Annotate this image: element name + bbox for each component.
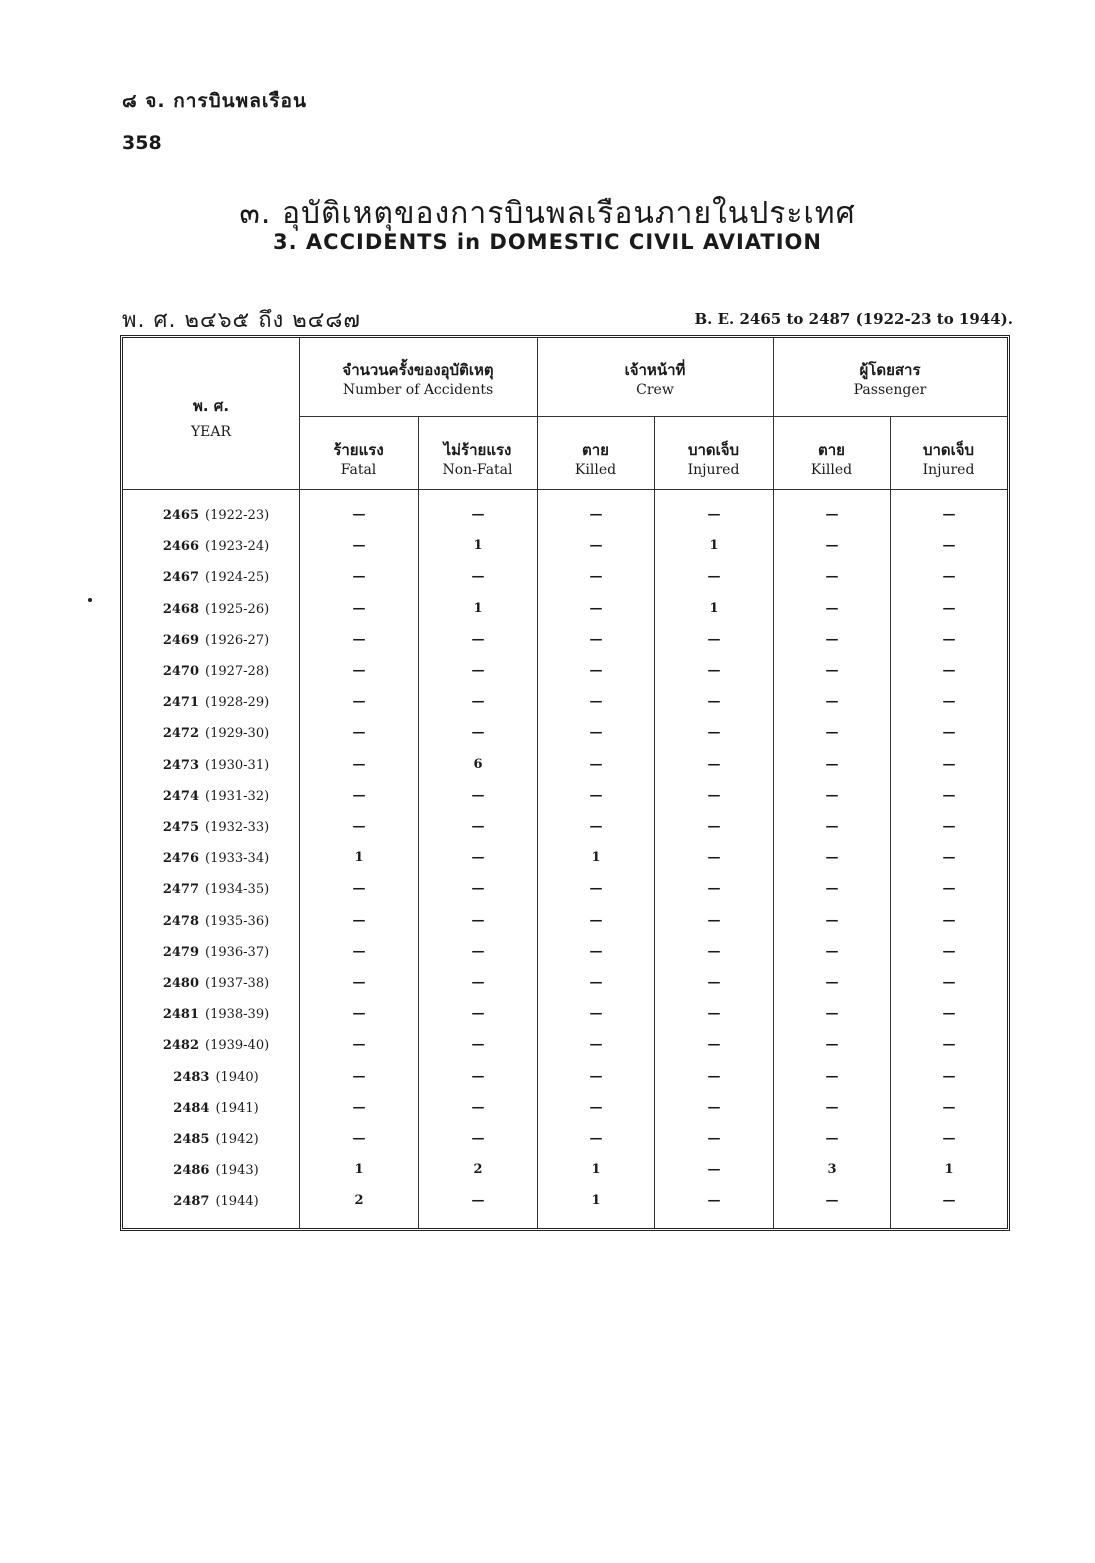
value-cell: — — [471, 975, 485, 990]
year-ce: (1934-35) — [205, 882, 270, 898]
section-header: ๘ จ. การบินพลเรือน — [122, 90, 307, 112]
year-ce: (1939-40) — [205, 1038, 270, 1054]
value-cell: — — [589, 1037, 603, 1053]
table-row — [123, 844, 1007, 875]
table-row — [123, 1187, 1007, 1218]
value-cell: — — [352, 600, 366, 616]
value-cell: — — [352, 1099, 366, 1115]
year-ce: (1941) — [215, 1100, 259, 1116]
year-cell — [133, 820, 299, 835]
period-thai: พ. ศ. ๒๔๖๕ ถึง ๒๔๘๗ — [122, 308, 361, 333]
value-cell: — — [942, 1099, 956, 1115]
value-cell: — — [471, 912, 485, 928]
value-cell: — — [707, 1162, 721, 1178]
value-cell: — — [825, 569, 839, 585]
year-ce: (1938-39) — [205, 1007, 270, 1023]
value-cell: — — [471, 1006, 485, 1022]
year-be: 2482 — [162, 1038, 199, 1054]
subheader-thai: ตาย — [818, 441, 845, 459]
year-be: 2469 — [162, 632, 199, 648]
value-cell: — — [707, 507, 721, 522]
value-cell: — — [352, 787, 366, 803]
value-cell: — — [942, 1131, 956, 1146]
subheader-crew-killed — [537, 438, 654, 478]
value-cell: — — [589, 694, 603, 710]
value-cell: — — [352, 569, 366, 585]
value-cell: — — [471, 631, 485, 647]
value-cell: — — [352, 912, 366, 928]
value-cell: — — [471, 1131, 485, 1146]
value-cell: — — [825, 663, 839, 678]
value-cell: — — [471, 694, 485, 710]
value-cell: — — [352, 819, 366, 834]
value-cell: — — [825, 1006, 839, 1022]
value-cell: — — [589, 975, 603, 990]
year-be: 2484 — [173, 1100, 210, 1116]
passenger-header — [773, 358, 1007, 398]
year-ce: (1923-24) — [205, 539, 270, 555]
value-cell: — — [471, 943, 485, 959]
value-cell: — — [825, 1068, 839, 1084]
subheader-english: Injured — [687, 462, 740, 478]
value-cell: — — [589, 631, 603, 647]
value-cell: — — [589, 787, 603, 803]
value-cell: — — [942, 819, 956, 834]
value-cell: — — [707, 1193, 721, 1209]
value-cell: — — [707, 1131, 721, 1146]
stray-dot — [88, 598, 92, 602]
subheader-thai: ร้ายแรง — [333, 441, 384, 459]
year-be: 2478 — [162, 913, 199, 929]
year-be: 2466 — [162, 539, 199, 555]
value-cell: 1 — [709, 600, 719, 616]
year-cell — [133, 914, 299, 929]
year-ce: (1928-29) — [205, 695, 270, 711]
value-cell: — — [471, 787, 485, 803]
value-cell: — — [352, 756, 366, 772]
value-cell: — — [707, 912, 721, 928]
value-cell: — — [352, 663, 366, 678]
subheader-thai: ตาย — [582, 441, 609, 459]
value-cell: — — [471, 1037, 485, 1053]
value-cell: — — [589, 569, 603, 585]
year-ce: (1933-34) — [205, 851, 270, 867]
value-cell: — — [707, 1068, 721, 1084]
value-cell: — — [942, 600, 956, 616]
accidents-header — [299, 358, 537, 398]
year-cell — [133, 1132, 299, 1147]
value-cell: — — [707, 850, 721, 866]
value-cell: — — [942, 850, 956, 866]
year-cell — [133, 851, 299, 866]
value-cell: — — [589, 912, 603, 928]
year-header — [123, 394, 299, 440]
year-be: 2487 — [173, 1194, 210, 1210]
value-cell: 2 — [473, 1162, 483, 1178]
subheader-english: Killed — [574, 462, 617, 478]
table-row — [123, 1000, 1007, 1031]
year-be: 2473 — [162, 757, 199, 773]
value-cell: — — [471, 725, 485, 741]
value-cell: — — [825, 881, 839, 897]
year-be: 2480 — [162, 976, 199, 991]
value-cell: — — [825, 943, 839, 959]
value-cell: — — [352, 943, 366, 959]
value-cell: — — [942, 725, 956, 741]
value-cell: 1 — [354, 850, 364, 866]
subheader-thai: ไม่ร้ายแรง — [443, 441, 512, 459]
year-cell — [133, 695, 299, 710]
page-number: 358 — [122, 132, 162, 154]
value-cell: — — [589, 1068, 603, 1084]
value-cell: 1 — [354, 1162, 364, 1178]
value-cell: — — [352, 631, 366, 647]
subheader-thai: บาดเจ็บ — [922, 441, 975, 459]
value-cell: — — [825, 756, 839, 772]
year-header-english: YEAR — [190, 424, 232, 440]
year-ce: (1942) — [215, 1132, 259, 1147]
header-divider — [299, 416, 1007, 417]
value-cell: — — [825, 600, 839, 616]
accidents-header-english: Number of Accidents — [342, 382, 494, 398]
year-cell — [133, 758, 299, 773]
value-cell: — — [471, 881, 485, 897]
year-ce: (1929-30) — [205, 726, 270, 742]
year-be: 2475 — [162, 820, 199, 835]
subheader-english: Injured — [922, 462, 975, 478]
header-bottom-rule — [123, 489, 1007, 490]
subheader-english: Fatal — [340, 462, 377, 478]
value-cell: — — [707, 663, 721, 678]
table-row — [123, 875, 1007, 906]
table-row — [123, 719, 1007, 750]
value-cell: — — [825, 819, 839, 834]
table-row — [123, 813, 1007, 844]
value-cell: — — [471, 663, 485, 678]
year-be: 2467 — [162, 570, 199, 586]
subheader-non-fatal — [418, 438, 537, 478]
subheader-fatal — [299, 438, 418, 478]
year-be: 2483 — [173, 1069, 210, 1085]
value-cell: — — [825, 1193, 839, 1209]
value-cell: — — [471, 1068, 485, 1084]
year-ce: (1937-38) — [205, 976, 270, 991]
value-cell: — — [589, 1099, 603, 1115]
value-cell: — — [825, 631, 839, 647]
year-be: 2476 — [162, 851, 199, 867]
table-row — [123, 907, 1007, 938]
value-cell: — — [589, 538, 603, 554]
value-cell: — — [471, 1099, 485, 1115]
year-be: 2468 — [162, 601, 199, 617]
value-cell: — — [825, 1037, 839, 1053]
value-cell: — — [942, 631, 956, 647]
year-ce: (1932-33) — [205, 820, 270, 835]
value-cell: — — [825, 538, 839, 554]
year-be: 2471 — [162, 695, 199, 711]
year-cell — [133, 570, 299, 585]
year-cell — [133, 945, 299, 960]
year-be: 2470 — [162, 664, 199, 679]
crew-header-english: Crew — [636, 382, 674, 398]
table-row — [123, 938, 1007, 969]
table-row — [123, 1094, 1007, 1125]
value-cell: — — [352, 881, 366, 897]
value-cell: — — [707, 631, 721, 647]
accidents-table — [120, 335, 1010, 1231]
value-cell: 3 — [827, 1162, 837, 1178]
value-cell: — — [707, 975, 721, 990]
value-cell: — — [707, 1006, 721, 1022]
year-header-thai: พ. ศ. — [192, 397, 230, 415]
table-row — [123, 782, 1007, 813]
value-cell: — — [825, 850, 839, 866]
year-cell — [133, 664, 299, 679]
year-cell — [133, 882, 299, 897]
table-row — [123, 657, 1007, 688]
table-row — [123, 595, 1007, 626]
value-cell: — — [352, 1006, 366, 1022]
value-cell: — — [942, 663, 956, 678]
value-cell: — — [707, 725, 721, 741]
year-cell — [133, 726, 299, 741]
year-ce: (1931-32) — [205, 788, 270, 804]
value-cell: 1 — [709, 538, 719, 554]
value-cell: — — [942, 1193, 956, 1209]
value-cell: — — [707, 756, 721, 772]
value-cell: — — [942, 943, 956, 959]
value-cell: — — [471, 569, 485, 585]
year-cell — [133, 789, 299, 804]
year-ce: (1925-26) — [205, 601, 270, 617]
subheader-english: Killed — [810, 462, 853, 478]
subheader-passenger-injured — [890, 438, 1007, 478]
crew-header — [537, 358, 773, 398]
subheader-crew-injured — [654, 438, 773, 478]
year-be: 2472 — [162, 726, 199, 742]
year-cell — [133, 1101, 299, 1116]
value-cell: — — [707, 881, 721, 897]
value-cell: — — [942, 1037, 956, 1053]
year-be: 2465 — [162, 508, 199, 523]
title-english: 3. ACCIDENTS in DOMESTIC CIVIL AVIATION — [273, 230, 822, 254]
year-cell — [133, 976, 299, 991]
year-cell — [133, 1163, 299, 1178]
year-ce: (1940) — [215, 1069, 259, 1085]
crew-header-thai: เจ้าหน้าที่ — [624, 361, 686, 379]
table-row — [123, 1156, 1007, 1187]
year-be: 2474 — [162, 788, 199, 804]
value-cell: — — [352, 507, 366, 522]
value-cell: — — [942, 507, 956, 522]
table-row — [123, 1063, 1007, 1094]
year-be: 2477 — [162, 882, 199, 898]
value-cell: 1 — [591, 850, 601, 866]
value-cell: — — [471, 1193, 485, 1209]
value-cell: — — [707, 787, 721, 803]
value-cell: — — [942, 538, 956, 554]
value-cell: — — [471, 819, 485, 834]
year-cell — [133, 633, 299, 648]
year-ce: (1936-37) — [205, 944, 270, 960]
value-cell: — — [707, 694, 721, 710]
year-be: 2485 — [173, 1132, 210, 1147]
table-row — [123, 688, 1007, 719]
value-cell: 1 — [591, 1193, 601, 1209]
value-cell: — — [589, 756, 603, 772]
value-cell: — — [589, 1131, 603, 1146]
value-cell: — — [942, 756, 956, 772]
value-cell: — — [942, 912, 956, 928]
subheader-passenger-killed — [773, 438, 890, 478]
table-row — [123, 501, 1007, 532]
value-cell: — — [471, 850, 485, 866]
value-cell: 1 — [591, 1162, 601, 1178]
value-cell: — — [352, 725, 366, 741]
year-be: 2479 — [162, 944, 199, 960]
value-cell: — — [942, 1068, 956, 1084]
value-cell: — — [707, 569, 721, 585]
value-cell: — — [589, 600, 603, 616]
value-cell: — — [352, 694, 366, 710]
value-cell: — — [825, 725, 839, 741]
table-row — [123, 532, 1007, 563]
value-cell: — — [589, 943, 603, 959]
accidents-header-thai: จำนวนครั้งของอุบัติเหตุ — [342, 361, 494, 379]
year-ce: (1922-23) — [205, 508, 270, 523]
table-row — [123, 626, 1007, 657]
year-ce: (1930-31) — [205, 757, 270, 773]
value-cell: 1 — [473, 538, 483, 554]
value-cell: — — [352, 1131, 366, 1146]
year-cell — [133, 508, 299, 523]
year-ce: (1935-36) — [205, 913, 270, 929]
table-row — [123, 563, 1007, 594]
value-cell: 1 — [944, 1162, 954, 1178]
value-cell: — — [707, 819, 721, 834]
value-cell: — — [589, 507, 603, 522]
year-ce: (1943) — [215, 1163, 259, 1179]
value-cell: — — [825, 1099, 839, 1115]
value-cell: — — [589, 819, 603, 834]
table-row — [123, 1031, 1007, 1062]
year-ce: (1926-27) — [205, 632, 270, 648]
value-cell: — — [942, 1006, 956, 1022]
value-cell: — — [707, 943, 721, 959]
value-cell: 1 — [473, 600, 483, 616]
value-cell: — — [707, 1099, 721, 1115]
year-be: 2486 — [173, 1163, 210, 1179]
value-cell: — — [589, 1006, 603, 1022]
year-cell — [133, 1194, 299, 1209]
value-cell: 2 — [354, 1193, 364, 1209]
value-cell: — — [825, 912, 839, 928]
year-cell — [133, 1038, 299, 1053]
value-cell: — — [942, 881, 956, 897]
table-row — [123, 1125, 1007, 1156]
year-ce: (1927-28) — [205, 664, 270, 679]
year-cell — [133, 602, 299, 617]
value-cell: — — [589, 663, 603, 678]
value-cell: — — [942, 787, 956, 803]
year-ce: (1944) — [215, 1194, 259, 1210]
value-cell: — — [942, 694, 956, 710]
value-cell: — — [589, 881, 603, 897]
value-cell: — — [471, 507, 485, 522]
value-cell: — — [825, 507, 839, 522]
value-cell: — — [825, 694, 839, 710]
year-be: 2481 — [162, 1007, 199, 1023]
value-cell: — — [589, 725, 603, 741]
year-cell — [133, 1007, 299, 1022]
subheader-english: Non-Fatal — [442, 462, 513, 478]
period-english: B. E. 2465 to 2487 (1922-23 to 1944). — [694, 310, 1013, 328]
year-cell — [133, 539, 299, 554]
table-row — [123, 751, 1007, 782]
value-cell: — — [825, 975, 839, 990]
value-cell: — — [352, 975, 366, 990]
passenger-header-english: Passenger — [853, 382, 927, 398]
value-cell: — — [942, 975, 956, 990]
value-cell: — — [942, 569, 956, 585]
title-thai: ๓. อุบัติเหตุของการบินพลเรือนภายในประเทศ — [239, 196, 856, 231]
value-cell: — — [352, 1037, 366, 1053]
passenger-header-thai: ผู้โดยสาร — [859, 361, 921, 379]
year-ce: (1924-25) — [205, 570, 270, 586]
value-cell: — — [352, 1068, 366, 1084]
value-cell: — — [707, 1037, 721, 1053]
value-cell: — — [825, 787, 839, 803]
value-cell: — — [825, 1131, 839, 1146]
value-cell: 6 — [473, 756, 483, 772]
subheader-thai: บาดเจ็บ — [687, 441, 740, 459]
year-cell — [133, 1070, 299, 1085]
table-row — [123, 969, 1007, 1000]
value-cell: — — [352, 538, 366, 554]
